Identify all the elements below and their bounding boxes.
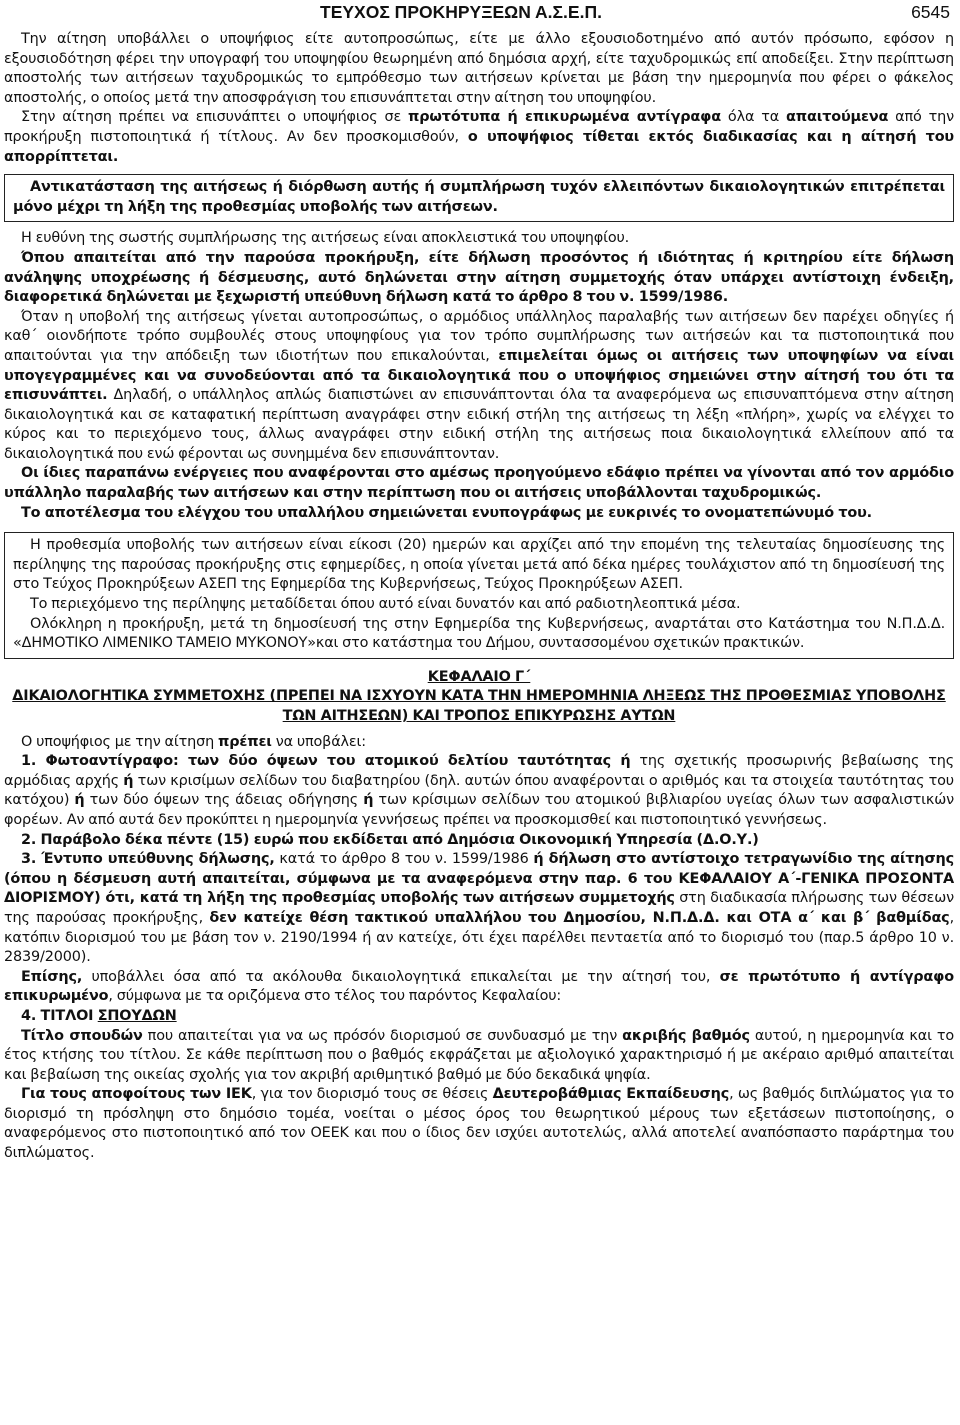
also-bold: Επίσης, — [21, 968, 83, 985]
attachments-paragraph — [4, 108, 954, 167]
chapter-title: ΚΕΦΑΛΑΙΟ Γ΄ — [427, 668, 531, 685]
solemn-declaration-text: Όπου απαιτείται από την παρούσα προκήρυξη, είτε δήλωση προσόντος ή ιδιότητας ή κριτηρίου είτε δήλωση ανάληψης υποχρέωσης ή δέσμευσης, αυτό δηλώνεται στην αίτηση συμμετοχής όταν υπάρχει αντίστοιχη ένδειξη, διαφορετικά δηλώνεται με ξεχωριστή υπεύθυνη δήλωση κατά το άρθρο 8 του ν. 1599/1986. — [4, 249, 954, 306]
item-3-bold-2: ή δήλωση στο αντίστοιχο τετραγωνίδιο της αίτησης (όπου η δέσμευση αυτή απαιτείται, σύμφωνα με τα αναφερόμενα στην παρ. 6 του ΚΕΦΑΛΑΙΟΥ Α΄-ΓΕΝΙΚΑ ΠΡΟΣΟΝΤΑ ΔΙΟΡΙΣΜΟΥ) ότι, κατά τη λήξη της προθεσμίας υποβολής των αιτήσεων συμμετοχής — [4, 851, 954, 907]
item-2-fee — [4, 831, 954, 851]
item-2-text: 2. Παράβολο δέκα πέντε (15) ευρώ που εκδίδεται από Δημόσια Οικονομική Υπηρεσία (Δ.Ο.Υ.) — [21, 831, 759, 848]
chapter-subtitle: ΔΙΚΑΙΟΛΟΓΗΤΙΚΑ ΣΥΜΜΕΤΟΧΗΣ (ΠΡΕΠΕΙ ΝΑ ΙΣΧΥΟΥΝ ΚΑΤΑ ΤΗΝ ΗΜΕΡΟΜΗΝΙΑ ΛΗΞΕΩΣ ΤΗΣ ΠΡΟΘΕΣΜΙΑΣ ΥΠΟΒΟΛΗΣ ΤΩΝ ΑΙΤΗΣΕΩΝ) ΚΑΙ ΤΡΟΠΟΣ ΕΠΙΚΥΡΩΣΗΣ ΑΥΤΩΝ — [12, 688, 946, 724]
item-1-or-3: ή — [363, 792, 374, 809]
same-actions-paragraph — [4, 464, 954, 503]
attach-text-3: από την προκήρυξη πιστοποιητικά ή τίτλους. Αν δεν προσκομισθούν, — [4, 109, 954, 145]
item-1-text-4: των κρίσιμων σελίδων του ατομικού βιβλιαρίου υγείας όλων των ασφαλιστικών φορέων. Αν από αυτά δεν προκύπτει η ημερομηνία γεννήσεως πρέπει να προσκομισθεί και πιστοποιητικό γεννήσεως. — [4, 792, 955, 828]
posting-paragraph: Ολόκληρη η προκήρυξη, μετά τη δημοσίευσή της στην Εφημερίδα της Κυβερνήσεως, αναρτάται στο Κατάστημα του Ν.Π.Δ.Δ. «ΔΗΜΟΤΙΚΟ ΛΙΜΕΝΙΚΟ ΤΑΜΕΙΟ ΜΥΚΟΝΟΥ»και στο κατάστημα του Δήμου, συντασσομένου σχετικών πρακτικών. — [13, 615, 945, 652]
page-header — [0, 0, 960, 22]
item-3-text-2: στη διαδικασία πλήρωσης των θέσεων της παρούσας προκήρυξης, — [4, 890, 954, 926]
in-person-bold: επιμελείται όμως οι αιτήσεις των υποψηφίων να είναι υπογεγραμμένες και να συνοδεύονται από τα δικαιολογητικά που ο υποψήφιος σημειώνει στην αίτησή του ότι τα επισυνάπτει. — [4, 347, 954, 404]
also-text-2: , σύμφωνα με τα οριζόμενα στο τέλος του παρόντος Κεφαλαίου: — [108, 988, 562, 1005]
attach-bold-1: πρωτότυπα ή επικυρωμένα αντίγραφα — [408, 109, 721, 126]
item-4-degree-bold: Τίτλο σπουδών — [21, 1027, 143, 1044]
submission-text: Την αίτηση υποβάλλει ο υποψήφιος είτε αυτοπροσώπως, είτε με άλλο εξουσιοδοτημένο από αυτόν πρόσωπο, εφόσον η εξουσιοδότηση φέρει την υπογραφή του υποψηφίου θεωρημένη από δημόσια αρχή, είτε ταχυδρομικώς επί αποδείξει. Στην περίπτωση αποστολής των αιτήσεων ταχυδρομικώς το εμπρόθεσμο των αιτήσεων κρίνεται με βάση την ημερομηνία που φέρει ο φάκελος αποστολής, ο οποίος μετά την αποσφράγιση του επισυνάπτεται στην αίτηση του υποψηφίου. — [4, 31, 954, 106]
in-person-text-a: Όταν η υποβολή της αιτήσεως γίνεται αυτοπροσώπως, ο αρμόδιος υπάλληλος παραλαβής των αιτήσεων δεν παρέχει οδηγίες ή καθ΄ οιονδήποτε τρόπο συμβουλές στους υποψηφίους για τον τρόπο συμπλήρωσης των αιτήσεών και τα πιστοποιητικά που απαιτούνται για την απόδειξη των ιδιοτήτων που επικαλούνται, — [4, 308, 954, 364]
attach-text-2: όλα τα — [721, 109, 787, 126]
in-person-paragraph — [4, 308, 954, 465]
result-text: Το αποτέλεσμα του ελέγχου του υπαλλήλου σημειώνεται ενυπογράφως με ευκρινές το ονοματεπώνυμό του. — [21, 504, 872, 521]
attach-bold-3: ο υποψήφιος τίθεται εκτός διαδικασίας και η αίτησή του απορρίπτεται. — [4, 128, 954, 165]
result-paragraph — [4, 504, 954, 524]
replacement-notice-text: Αντικατάσταση της αιτήσεως ή διόρθωση αυτής ή συμπλήρωση τυχόν ελλειπόντων δικαιολογητικών επιτρέπεται μόνο μέχρι τη λήξη της προθεσμίας υποβολής των αιτήσεων. — [13, 179, 945, 215]
item-1-bold: 1. Φωτοαντίγραφο: των δύο όψεων του ατομικού δελτίου ταυτότητας ή — [21, 753, 631, 770]
item-4-degree-text: που απαιτείται για να ως πρόσόν διορισμού σε συνδυασμό με την — [142, 1027, 623, 1044]
item-1-id-copy — [4, 752, 954, 830]
item-1-or-2: ή — [74, 792, 85, 809]
item-4-heading — [4, 1007, 954, 1027]
replacement-notice — [13, 178, 945, 217]
item-4-grade-bold: ακριβής βαθμός — [622, 1027, 750, 1044]
same-actions-text: Οι ίδιες παραπάνω ενέργειες που αναφέρονται στο αμέσως προηγούμενο εδάφιο πρέπει να γίνονται από τον αρμόδιο υπάλληλο παραλαβής των αιτήσεων και στην περίπτωση που οι αιτήσεις υποβάλλονται ταχυδρομικώς. — [4, 465, 954, 502]
item-4-iek-text-2: , ως βαθμός διπλώματος για το διορισμό τη πρόσληψη στο δημόσιο τομέα, νοείται ο μέσος όρος του θεωρητικού μέρους των εξετάσεων πιστοποίησης, ο αναφερόμενος στο πιστοποιητικό από τον ΟΕΕΚ και που ο ίδιος δεν ισχύει αυτοτελώς, αλλά αποτελεί αναπόσπαστο παράρτημα του διπλώματος. — [4, 1086, 954, 1162]
application-submission-paragraph — [4, 30, 954, 108]
solemn-declaration-paragraph — [4, 249, 954, 308]
item-4-iek-bold: Για τους αποφοίτους των ΙΕΚ — [21, 1086, 252, 1103]
also-bold-2: σε πρωτότυπο ή αντίγραφο επικυρωμένο — [4, 968, 954, 1005]
item-4-degree-text-2: αυτού, η ημερομηνία και το έτος κτήσης του τίτλου. Σε κάθε περίπτωση που ο βαθμός εκφράζεται με αξιολογικό χαρακτηρισμό ή με ακέραιο αριθμό απαιτείται και βεβαίωση της οικείας σχολής για τον ακριβή αριθμητικό βαθμό με δύο δεκαδικά ψηφία. — [4, 1027, 954, 1083]
attach-bold-2: απαιτούμενα — [786, 109, 889, 126]
journal-title: ΤΕΥΧΟΣ ΠΡΟΚΗΡΥΞΕΩΝ Α.Σ.Ε.Π. — [320, 2, 602, 22]
must-submit-text-a: Ο υποψήφιος με την αίτηση — [21, 733, 218, 750]
item-4-underlined: ΣΠΟΥΔΩΝ — [97, 1007, 177, 1024]
must-submit-paragraph — [4, 733, 954, 753]
item-3-bold: 3. Έντυπο υπεύθυνης δήλωσης, — [21, 851, 275, 868]
item-1-or-1: ή — [123, 772, 134, 789]
item-3-text-3: , κατόπιν διορισμού του με βάση τον ν. 2190/1994 ή αν κατείχε, ότι έχει παρέλθει πενταετία από το διορισμό του (παρ.5 άρθρο 10 ν. 2839/2000). — [4, 909, 954, 966]
item-1-text-3: των δύο όψεων της άδειας οδήγησης — [84, 792, 364, 809]
item-4-degree-paragraph — [4, 1027, 954, 1086]
page-number: 6545 — [911, 2, 950, 22]
must-submit-bold: πρέπει — [217, 733, 272, 750]
item-4-secondary-bold: Δευτεροβάθμιας Εκπαίδευσης — [492, 1086, 730, 1103]
must-submit-text-c: να υποβάλει: — [271, 733, 366, 750]
replacement-notice-box — [4, 174, 954, 222]
item-3-declaration — [4, 850, 954, 968]
item-3-text: κατά το άρθρο 8 του ν. 1599/1986 — [274, 851, 534, 868]
in-person-text-c: Δηλαδή, ο υπάλληλος απλώς διαπιστώνει αν επισυνάπτονται όλα τα αναφερόμενα ως επισυναπτόμενα στην αίτηση δικαιολογητικά και σε καταφατική περίπτωση αναγράφει στην ειδική στήλη της αιτήσεως τη λέξη «πλήρη», χωρίς να ελέγχει το κύρος και το περιεχόμενο τους, άλλως αναγράφει στην ειδική στήλη της αιτήσεως ποια δικαιολογητικά ελλείπουν από τα δικαιολογητικά που ενώ φέρονται ως συνημμένα δεν επισυνάπτονταν. — [4, 387, 954, 462]
responsibility-paragraph: Η ευθύνη της σωστής συμπλήρωσης της αιτήσεως είναι αποκλειστικά του υποψηφίου. — [21, 230, 630, 247]
document-body — [4, 30, 954, 1164]
item-4-iek-paragraph — [4, 1085, 954, 1163]
also-text: υποβάλλει όσα από τα ακόλουθα δικαιολογητικά επικαλείται με την αίτησή του, — [82, 968, 720, 985]
item-4-iek-text: , για τον διορισμό τους σε θέσεις — [251, 1086, 493, 1103]
also-paragraph — [4, 968, 954, 1007]
item-3-bold-3: δεν κατείχε θέση τακτικού υπαλλήλου του Δημοσίου, Ν.Π.Δ.Δ. και ΟΤΑ α΄ και β΄ βαθμίδας — [209, 909, 950, 926]
item-1-text: της σχετικής προσωρινής βεβαίωσης της αρμόδιας αρχής — [4, 753, 954, 789]
chapter-heading — [4, 668, 954, 727]
radio-paragraph: Το περιεχόμενο της περίληψης μεταδίδεται όπου αυτό είναι δυνατόν και από ραδιοτηλεοπτικά μέσα. — [30, 596, 741, 613]
deadline-paragraph: Η προθεσμία υποβολής των αιτήσεων είναι είκοσι (20) ημερών και αρχίζει από την επομένη της τελευταίας δημοσίευσης της περίληψης της παρούσας προκήρυξης στις εφημερίδες, η οποία γίνεται μετά από δέκα ημέρες τουλάχιστον από τη δημοσίευσή της στο Τεύχος Προκηρύξεων ΑΣΕΠ της Εφημερίδα της Κυβερνήσεως, Τεύχος Προκηρύξεων ΑΣΕΠ. — [13, 537, 945, 593]
deadline-box — [4, 532, 954, 659]
attach-text-1: Στην αίτηση πρέπει να επισυνάπτει ο υποψήφιος σε — [21, 109, 409, 126]
item-4-number: 4. ΤΙΤΛΟΙ — [21, 1007, 98, 1024]
item-1-text-2: των κρισίμων σελίδων του διαβατηρίου (δηλ. αυτών όπου αναφέρονται ο αριθμός και τα στοιχεία ταυτότητας του κατόχου) — [4, 772, 954, 809]
